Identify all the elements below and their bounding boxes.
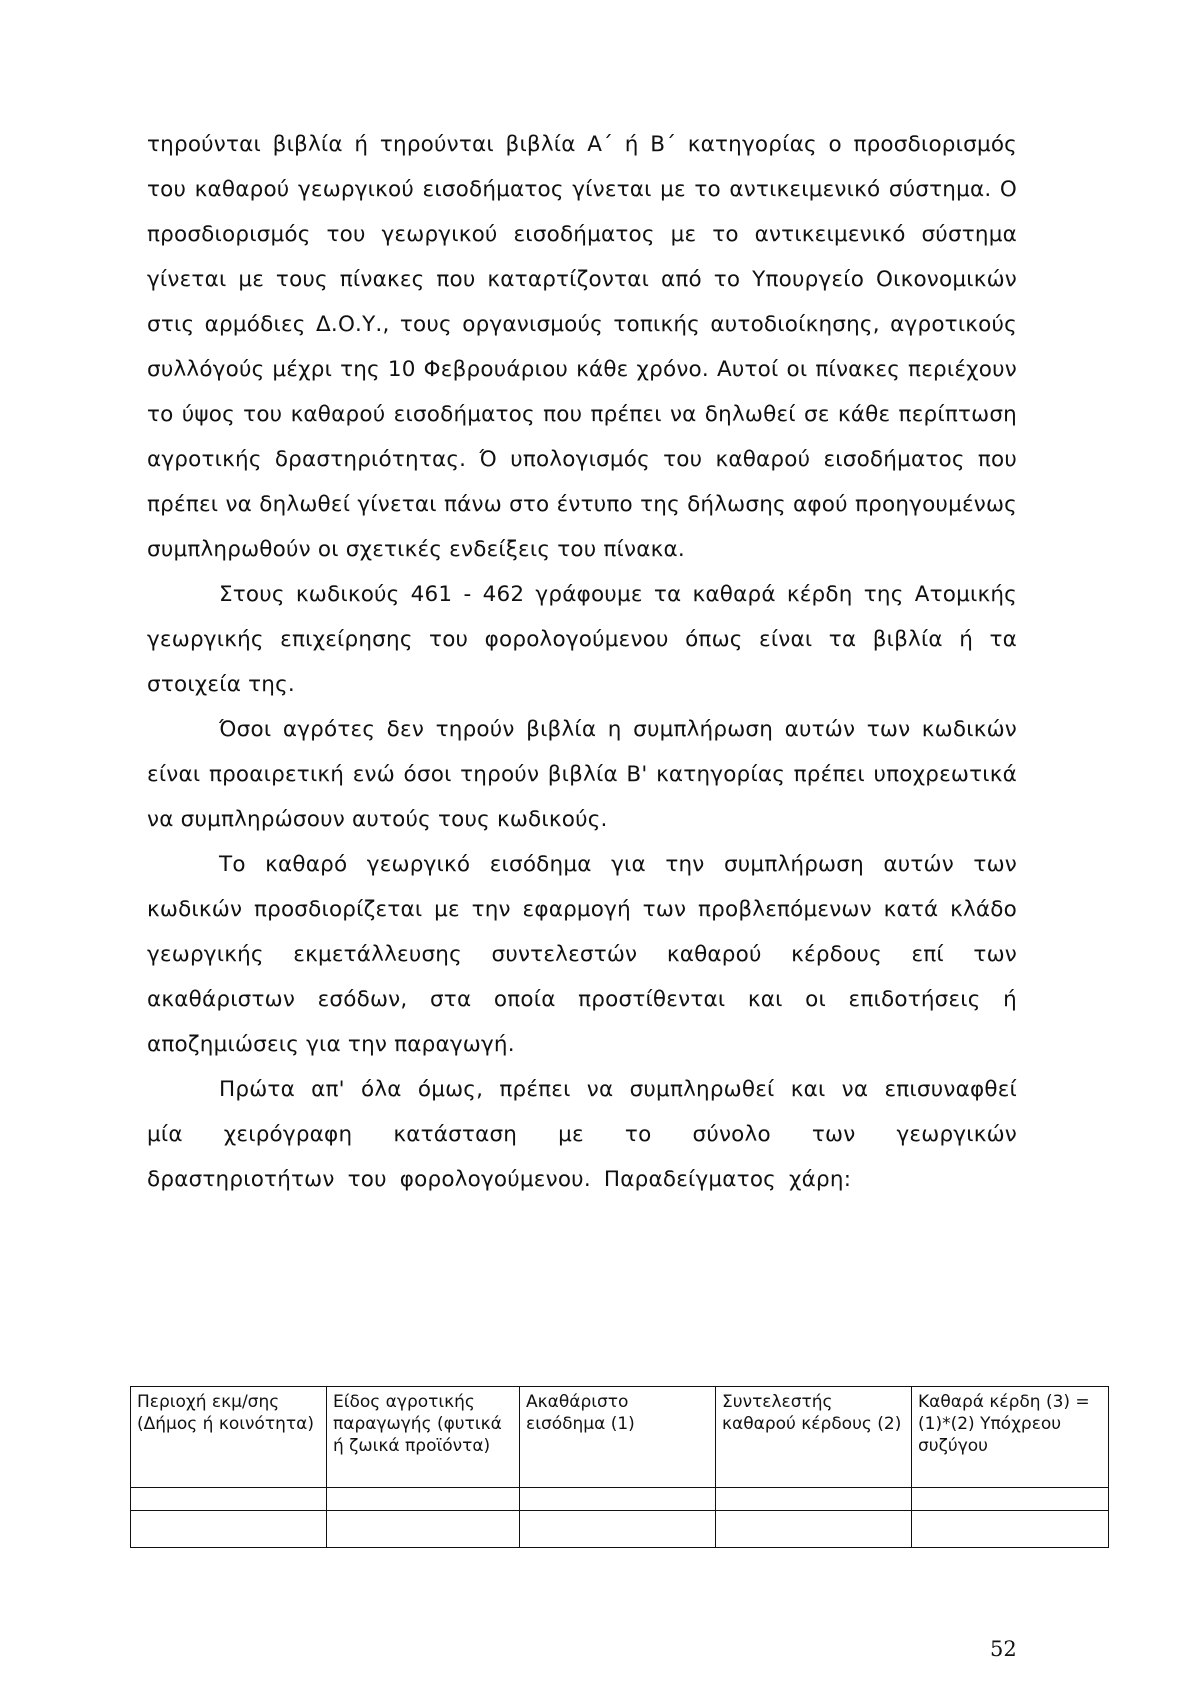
table-cell (912, 1511, 1109, 1548)
table-cell (131, 1488, 327, 1511)
table-cell (327, 1511, 520, 1548)
table-row (131, 1488, 1109, 1511)
farm-income-table (130, 1386, 1109, 1548)
paragraph-3: Όσοι αγρότες δεν τηρούν βιβλία η συμπλήρωση αυτών των κωδικών είναι προαιρετική ενώ όσοι τηρούν βιβλία Β' κατηγορίας πρέπει υποχρεωτικά να συμπληρώσουν αυτούς τους κωδικούς. (147, 717, 1017, 832)
paragraph-5: Πρώτα απ' όλα όμως, πρέπει να συμπληρωθεί και να επισυναφθεί μία χειρόγραφη κατάσταση με το σύνολο των γεωργικών δραστηριοτήτων του φορολογούμενου. Παραδείγματος χάρη: (147, 1077, 1017, 1192)
table-cell (716, 1488, 912, 1511)
table-cell (131, 1511, 327, 1548)
table-cell (520, 1488, 716, 1511)
paragraph-4: Το καθαρό γεωργικό εισόδημα για την συμπλήρωση αυτών των κωδικών προσδιορίζεται με την εφαρμογή των προβλεπόμενων κατά κλάδο γεωργικής εκμετάλλευσης συντελεστών καθαρού κέρδους επί των ακαθάριστων εσόδων, στα οποία προστίθενται και οι επιδοτήσεις ή αποζημιώσεις για την παραγωγή. (147, 852, 1017, 1057)
header-net-profit: Καθαρά κέρδη (3) = (1)*(2) Υπόχρεου συζύγου (912, 1387, 1109, 1488)
table-row (131, 1511, 1109, 1548)
header-production-type: Είδος αγροτικής παραγωγής (φυτικά ή ζωικά προϊόντα) (327, 1387, 520, 1488)
header-profit-coefficient: Συντελεστής καθαρού κέρδους (2) (716, 1387, 912, 1488)
paragraph-1: τηρούνται βιβλία ή τηρούνται βιβλία Α΄ ή Β΄ κατηγορίας ο προσδιορισμός του καθαρού γεωργικού εισοδήματος γίνεται με το αντικειμενικό σύστημα. Ο προσδιορισμός του γεωργικού εισοδήματος με το αντικειμενικό σύστημα γίνεται με τους πίνακες που καταρτίζονται από το Υπουργείο Οικονομικών στις αρμόδιες Δ.Ο.Υ., τους οργανισμούς τοπικής αυτοδιοίκησης, αγροτικούς συλλόγούς μέχρι της 10 Φεβρουάριου κάθε χρόνο. Αυτοί οι πίνακες περιέχουν το ύψος του καθαρού εισοδήματος που πρέπει να δηλωθεί σε κάθε περίπτωση αγροτικής δραστηριότητας. Ό υπολογισμός του καθαρού εισοδήματος που πρέπει να δηλωθεί γίνεται πάνω στο έντυπο της δήλωσης αφού προηγουμένως συμπληρωθούν οι σχετικές ενδείξεις του πίνακα. (147, 132, 1017, 562)
table-cell (520, 1511, 716, 1548)
header-gross-income: Ακαθάριστο εισόδημα (1) (520, 1387, 716, 1488)
header-region: Περιοχή εκμ/σης (Δήμος ή κοινότητα) (131, 1387, 327, 1488)
table-cell (912, 1488, 1109, 1511)
table-cell (716, 1511, 912, 1548)
table-cell (327, 1488, 520, 1511)
document-body (147, 122, 1017, 1202)
table-header-row (131, 1387, 1109, 1488)
paragraph-2: Στους κωδικούς 461 - 462 γράφουμε τα καθαρά κέρδη της Ατομικής γεωργικής επιχείρησης του φορολογούμενου όπως είναι τα βιβλία ή τα στοιχεία της. (147, 582, 1017, 697)
page-number: 52 (990, 1637, 1017, 1661)
